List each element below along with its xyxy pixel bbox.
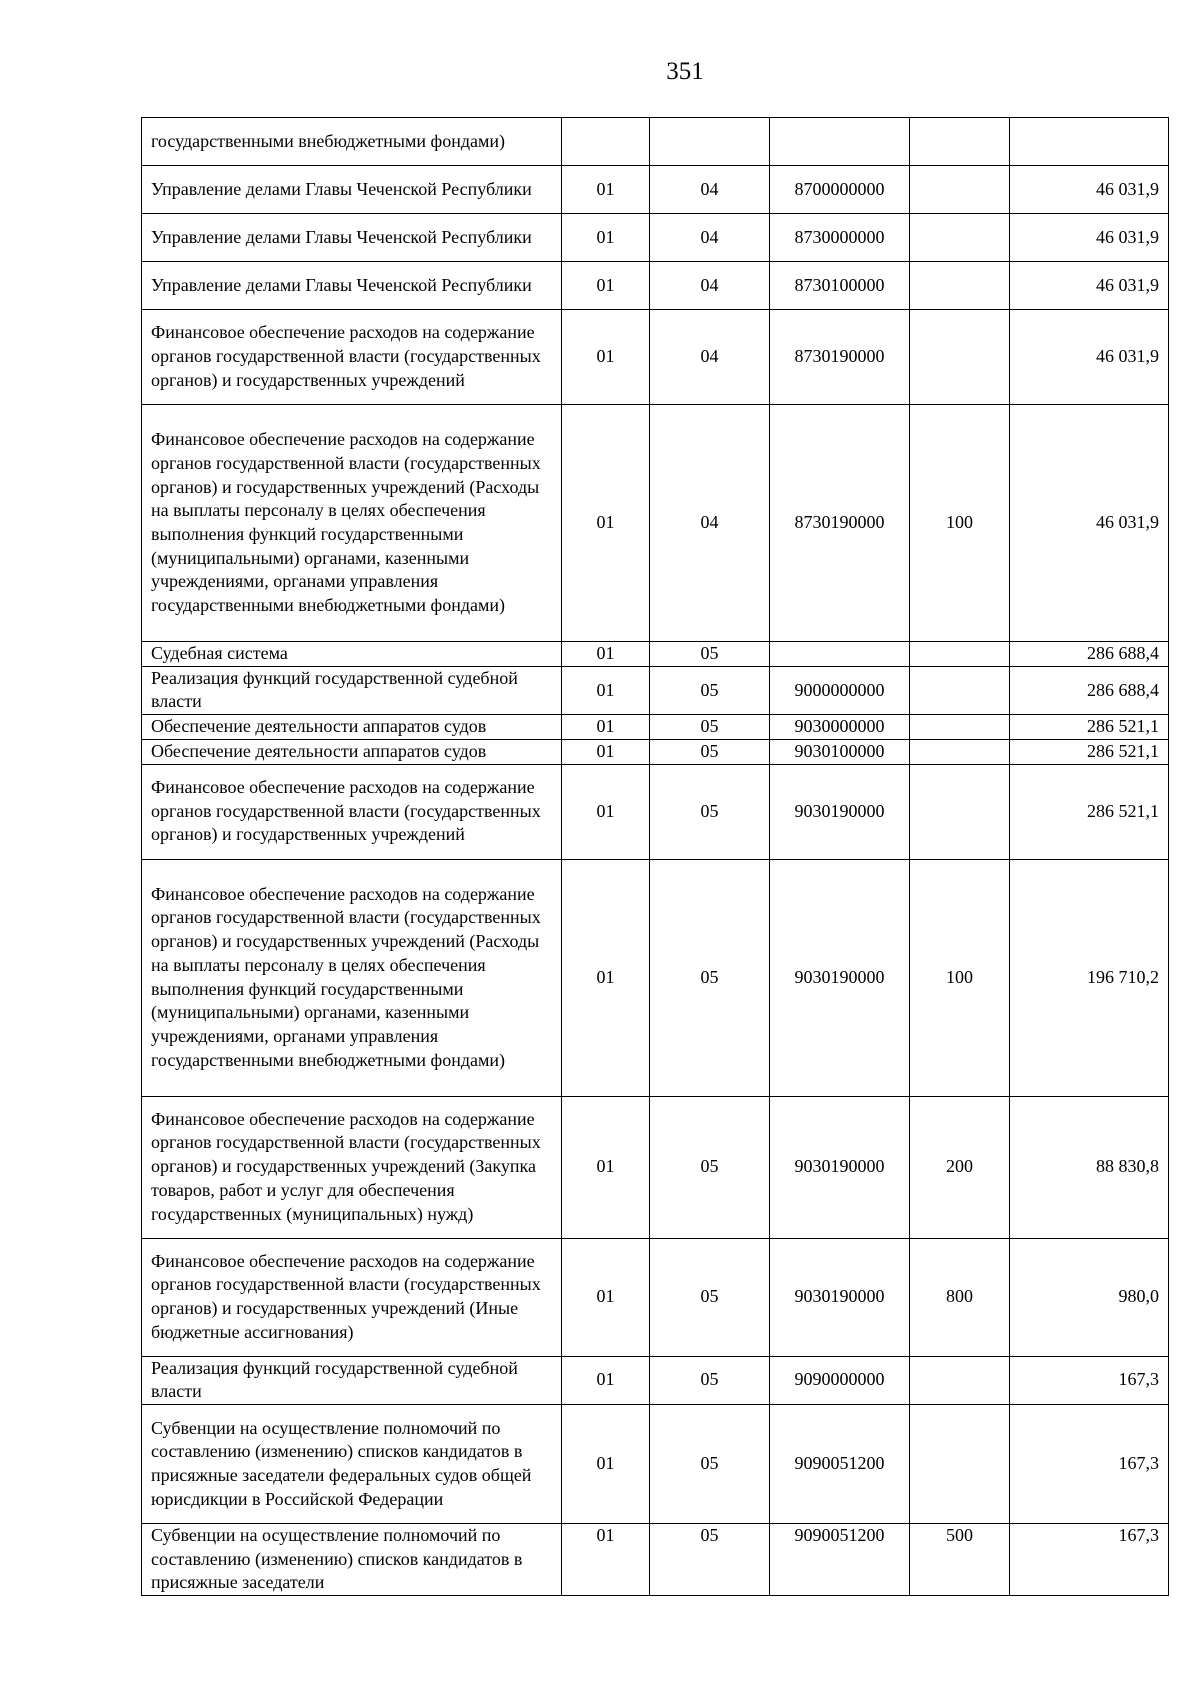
cell-expense-type bbox=[910, 764, 1010, 859]
cell-section: 01 bbox=[562, 405, 650, 642]
cell-section: 01 bbox=[562, 214, 650, 262]
cell-expense-type bbox=[910, 118, 1010, 166]
cell-subsection: 05 bbox=[650, 642, 770, 667]
cell-name: Обеспечение деятельности аппаратов судов bbox=[142, 715, 562, 740]
cell-target-article: 9090000000 bbox=[770, 1356, 910, 1404]
cell-name: Обеспечение деятельности аппаратов судов bbox=[142, 739, 562, 764]
cell-expense-type: 100 bbox=[910, 859, 1010, 1096]
cell-subsection: 05 bbox=[650, 859, 770, 1096]
table-row bbox=[142, 1523, 1169, 1595]
cell-amount: 286 521,1 bbox=[1010, 739, 1169, 764]
cell-section: 01 bbox=[562, 262, 650, 310]
cell-subsection: 05 bbox=[650, 666, 770, 714]
cell-section: 01 bbox=[562, 666, 650, 714]
table-row bbox=[142, 118, 1169, 166]
cell-name: Субвенции на осуществление полномочий по составлению (изменению) списков кандидатов в присяжные заседатели федеральных судов общей юрисдикции в Российской Федерации bbox=[142, 1404, 562, 1523]
cell-amount: 46 031,9 bbox=[1010, 310, 1169, 405]
cell-section: 01 bbox=[562, 764, 650, 859]
cell-subsection: 04 bbox=[650, 405, 770, 642]
cell-target-article: 9030190000 bbox=[770, 764, 910, 859]
table-row bbox=[142, 214, 1169, 262]
cell-amount: 46 031,9 bbox=[1010, 214, 1169, 262]
cell-amount: 286 688,4 bbox=[1010, 642, 1169, 667]
table-row bbox=[142, 666, 1169, 714]
page-number: 351 bbox=[666, 58, 704, 85]
cell-subsection: 05 bbox=[650, 715, 770, 740]
table-row bbox=[142, 1356, 1169, 1404]
cell-name: Финансовое обеспечение расходов на содержание органов государственной власти (государственных органов) и государственных учреждений (Расходы на выплаты персоналу в целях обеспечения выполнения функций государственными (муниципальными) органами, казенными учреждениями, органами управления государственными внебюджетными фондами) bbox=[142, 405, 562, 642]
cell-target-article: 9030190000 bbox=[770, 1238, 910, 1356]
table-row bbox=[142, 310, 1169, 405]
cell-name: Судебная система bbox=[142, 642, 562, 667]
cell-expense-type bbox=[910, 262, 1010, 310]
cell-target-article: 8730190000 bbox=[770, 405, 910, 642]
cell-target-article: 9000000000 bbox=[770, 666, 910, 714]
cell-target-article: 9030190000 bbox=[770, 1096, 910, 1238]
cell-target-article: 9090051200 bbox=[770, 1523, 910, 1595]
cell-section: 01 bbox=[562, 859, 650, 1096]
cell-expense-type bbox=[910, 715, 1010, 740]
budget-table-body bbox=[142, 118, 1169, 1596]
cell-section: 01 bbox=[562, 715, 650, 740]
cell-expense-type bbox=[910, 739, 1010, 764]
cell-subsection: 04 bbox=[650, 214, 770, 262]
cell-subsection: 05 bbox=[650, 1356, 770, 1404]
cell-target-article: 8730190000 bbox=[770, 310, 910, 405]
cell-subsection: 04 bbox=[650, 262, 770, 310]
cell-section: 01 bbox=[562, 1096, 650, 1238]
cell-amount: 167,3 bbox=[1010, 1404, 1169, 1523]
cell-target-article bbox=[770, 118, 910, 166]
cell-amount: 46 031,9 bbox=[1010, 262, 1169, 310]
table-row bbox=[142, 642, 1169, 667]
cell-amount: 286 688,4 bbox=[1010, 666, 1169, 714]
cell-expense-type bbox=[910, 666, 1010, 714]
budget-table bbox=[141, 117, 1169, 1596]
cell-section: 01 bbox=[562, 166, 650, 214]
cell-amount: 980,0 bbox=[1010, 1238, 1169, 1356]
cell-amount: 167,3 bbox=[1010, 1523, 1169, 1595]
table-row bbox=[142, 715, 1169, 740]
cell-expense-type bbox=[910, 214, 1010, 262]
table-row bbox=[142, 405, 1169, 642]
cell-amount: 88 830,8 bbox=[1010, 1096, 1169, 1238]
cell-name: Финансовое обеспечение расходов на содержание органов государственной власти (государственных органов) и государственных учреждений (Расходы на выплаты персоналу в целях обеспечения выполнения функций государственными (муниципальными) органами, казенными учреждениями, органами управления государственными внебюджетными фондами) bbox=[142, 859, 562, 1096]
cell-expense-type: 200 bbox=[910, 1096, 1010, 1238]
table-row bbox=[142, 1096, 1169, 1238]
cell-expense-type: 500 bbox=[910, 1523, 1010, 1595]
cell-subsection: 05 bbox=[650, 1404, 770, 1523]
cell-section: 01 bbox=[562, 642, 650, 667]
cell-name: Управление делами Главы Чеченской Республики bbox=[142, 166, 562, 214]
cell-amount bbox=[1010, 118, 1169, 166]
cell-name: Финансовое обеспечение расходов на содержание органов государственной власти (государственных органов) и государственных учреждений (Иные бюджетные ассигнования) bbox=[142, 1238, 562, 1356]
table-row bbox=[142, 1238, 1169, 1356]
cell-expense-type: 100 bbox=[910, 405, 1010, 642]
table-row bbox=[142, 262, 1169, 310]
cell-subsection: 04 bbox=[650, 310, 770, 405]
cell-name: Финансовое обеспечение расходов на содержание органов государственной власти (государственных органов) и государственных учреждений bbox=[142, 310, 562, 405]
cell-subsection: 04 bbox=[650, 166, 770, 214]
cell-name: Реализация функций государственной судебной власти bbox=[142, 666, 562, 714]
cell-subsection: 05 bbox=[650, 739, 770, 764]
cell-name: Финансовое обеспечение расходов на содержание органов государственной власти (государственных органов) и государственных учреждений (Закупка товаров, работ и услуг для обеспечения государственных (муниципальных) нужд) bbox=[142, 1096, 562, 1238]
cell-amount: 286 521,1 bbox=[1010, 764, 1169, 859]
cell-name: Управление делами Главы Чеченской Республики bbox=[142, 214, 562, 262]
cell-subsection: 05 bbox=[650, 1523, 770, 1595]
cell-target-article: 9090051200 bbox=[770, 1404, 910, 1523]
cell-name: Управление делами Главы Чеченской Республики bbox=[142, 262, 562, 310]
cell-target-article: 9030100000 bbox=[770, 739, 910, 764]
cell-amount: 286 521,1 bbox=[1010, 715, 1169, 740]
table-row bbox=[142, 1404, 1169, 1523]
cell-name: Финансовое обеспечение расходов на содержание органов государственной власти (государственных органов) и государственных учреждений bbox=[142, 764, 562, 859]
table-row bbox=[142, 166, 1169, 214]
cell-expense-type bbox=[910, 1404, 1010, 1523]
cell-target-article: 9030190000 bbox=[770, 859, 910, 1096]
cell-name: государственными внебюджетными фондами) bbox=[142, 118, 562, 166]
cell-target-article: 8730100000 bbox=[770, 262, 910, 310]
cell-section: 01 bbox=[562, 1356, 650, 1404]
table-row bbox=[142, 859, 1169, 1096]
cell-section: 01 bbox=[562, 739, 650, 764]
cell-section: 01 bbox=[562, 1404, 650, 1523]
cell-target-article: 8730000000 bbox=[770, 214, 910, 262]
cell-expense-type bbox=[910, 166, 1010, 214]
cell-name: Реализация функций государственной судебной власти bbox=[142, 1356, 562, 1404]
cell-section bbox=[562, 118, 650, 166]
cell-subsection bbox=[650, 118, 770, 166]
cell-expense-type: 800 bbox=[910, 1238, 1010, 1356]
cell-subsection: 05 bbox=[650, 764, 770, 859]
cell-amount: 46 031,9 bbox=[1010, 405, 1169, 642]
cell-name: Субвенции на осуществление полномочий по составлению (изменению) списков кандидатов в присяжные заседатели bbox=[142, 1523, 562, 1595]
cell-amount: 167,3 bbox=[1010, 1356, 1169, 1404]
cell-subsection: 05 bbox=[650, 1096, 770, 1238]
cell-target-article bbox=[770, 642, 910, 667]
cell-section: 01 bbox=[562, 1238, 650, 1356]
cell-amount: 46 031,9 bbox=[1010, 166, 1169, 214]
cell-subsection: 05 bbox=[650, 1238, 770, 1356]
cell-target-article: 9030000000 bbox=[770, 715, 910, 740]
cell-expense-type bbox=[910, 642, 1010, 667]
cell-expense-type bbox=[910, 310, 1010, 405]
cell-section: 01 bbox=[562, 310, 650, 405]
table-row bbox=[142, 764, 1169, 859]
cell-expense-type bbox=[910, 1356, 1010, 1404]
cell-section: 01 bbox=[562, 1523, 650, 1595]
table-row bbox=[142, 739, 1169, 764]
cell-target-article: 8700000000 bbox=[770, 166, 910, 214]
cell-amount: 196 710,2 bbox=[1010, 859, 1169, 1096]
